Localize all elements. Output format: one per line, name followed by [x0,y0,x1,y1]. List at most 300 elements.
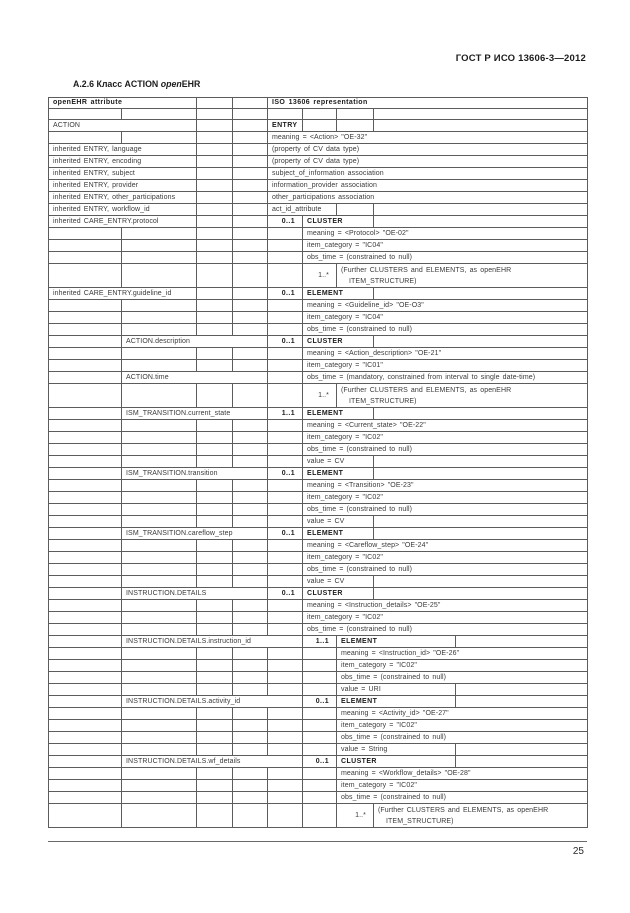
table-cell [268,540,303,552]
table-cell [49,792,122,804]
table-row [49,408,588,420]
table-cell [233,252,268,264]
table-cell [197,744,233,756]
section-title-italic: open [160,79,182,89]
table-cell [456,756,588,768]
table-cell [197,804,233,828]
table-cell [122,600,197,612]
table-cell [268,456,303,468]
table-cell [374,109,588,120]
table-cell: 0..1 [303,756,337,768]
table-row [49,300,588,312]
table-cell [122,660,197,672]
table-cell [197,216,233,228]
table-cell [374,204,588,216]
table-cell [268,300,303,312]
table-cell: obs_time = (constrained to null) [303,444,588,456]
table-cell [268,720,303,732]
table-cell: subject_of_information association [268,168,588,180]
table-cell [268,492,303,504]
table-cell [303,648,337,660]
table-cell [456,684,588,696]
table-row [49,360,588,372]
table-cell: ELEMENT [303,528,374,540]
table-cell: inherited ENTRY, other_participations [49,192,197,204]
table-cell [268,109,303,120]
table-cell [268,792,303,804]
table-cell [268,240,303,252]
table-cell [268,372,303,384]
table-row [49,336,588,348]
table-row [49,324,588,336]
table-cell: meaning = <Careflow_step> "OE-24" [303,540,588,552]
table-cell: (Further CLUSTERS and ELEMENTS, as openEHR ITEM_STRUCTURE) [337,384,588,408]
table-cell [197,672,233,684]
table-cell [197,109,233,120]
table-row [49,468,588,480]
table-cell [122,132,197,144]
table-cell [197,564,233,576]
table-cell [122,804,197,828]
table-cell [337,120,374,132]
table-row [49,564,588,576]
table-cell [233,109,268,120]
table-cell [122,720,197,732]
table-cell [197,180,233,192]
table-cell [233,444,268,456]
table-cell [122,420,197,432]
table-row [49,588,588,600]
table-row [49,792,588,804]
table-cell [49,432,122,444]
table-cell [303,780,337,792]
table-cell [122,360,197,372]
table-cell: ISM_TRANSITION.transition [122,468,268,480]
table-cell: 0..1 [268,468,303,480]
table-cell [374,576,588,588]
table-cell [233,516,268,528]
table-cell [49,384,122,408]
table-row [49,288,588,300]
section-title-suffix: EHR [181,79,201,89]
table-cell [233,348,268,360]
table-cell: (property of CV data type) [268,144,588,156]
table-cell [233,456,268,468]
table-cell [197,300,233,312]
table-cell [233,180,268,192]
mapping-table [48,97,588,828]
table-cell [49,372,122,384]
table-cell [49,756,122,768]
table-cell: obs_time = (constrained to null) [337,732,588,744]
table-cell [233,132,268,144]
table-cell [122,384,197,408]
table-cell: meaning = <Instruction_details> "OE-25" [303,600,588,612]
table-cell: openEHR attribute [49,98,197,109]
table-cell [268,264,303,288]
table-cell: ISM_TRANSITION.careflow_step [122,528,268,540]
table-cell: meaning = <Action_description> "OE-21" [303,348,588,360]
table-cell: item_category = "IC02" [337,660,588,672]
table-row [49,720,588,732]
table-cell [374,456,588,468]
table-cell [122,264,197,288]
table-row [49,624,588,636]
table-cell [49,780,122,792]
table-cell [197,708,233,720]
table-cell [197,516,233,528]
table-row [49,768,588,780]
table-row [49,432,588,444]
table-cell [197,168,233,180]
table-cell [303,732,337,744]
table-cell: ISM_TRANSITION.current_state [122,408,268,420]
table-cell: act_id_attribute [268,204,337,216]
table-cell: meaning = <Protocol> "OE-02" [303,228,588,240]
table-cell [303,708,337,720]
table-cell [197,420,233,432]
table-cell [49,348,122,360]
table-cell [303,672,337,684]
table-cell: inherited ENTRY, subject [49,168,197,180]
table-cell [233,324,268,336]
table-cell [268,420,303,432]
table-cell [456,636,588,648]
table-cell [197,192,233,204]
table-cell [268,732,303,744]
table-cell [456,744,588,756]
table-cell: meaning = <Instruction_id> "OE-26" [337,648,588,660]
table-cell: CLUSTER [303,216,374,228]
table-row [49,552,588,564]
table-cell: meaning = <Transition> "OE-23" [303,480,588,492]
table-row [49,648,588,660]
table-cell [49,408,122,420]
table-row [49,732,588,744]
table-cell [49,228,122,240]
table-cell [49,720,122,732]
table-cell: INSTRUCTION.DETAILS.instruction_id [122,636,303,648]
table-cell [197,660,233,672]
table-cell [233,672,268,684]
table-cell: ACTION [49,120,197,132]
table-cell: 1..1 [303,636,337,648]
table-cell: ELEMENT [303,288,374,300]
table-cell [122,324,197,336]
table-cell [49,252,122,264]
table-cell [49,600,122,612]
table-cell [197,204,233,216]
table-row [49,132,588,144]
table-cell [268,324,303,336]
table-cell: inherited ENTRY, provider [49,180,197,192]
table-cell: inherited CARE_ENTRY.guideline_id [49,288,197,300]
table-row [49,780,588,792]
table-cell [233,216,268,228]
table-cell: obs_time = (constrained to null) [337,792,588,804]
table-cell [122,744,197,756]
table-cell [49,132,122,144]
table-cell [49,552,122,564]
table-cell [49,624,122,636]
table-cell [303,792,337,804]
table-cell [49,444,122,456]
table-cell [268,804,303,828]
table-cell [268,516,303,528]
table-cell [49,564,122,576]
table-cell [49,612,122,624]
table-row [49,384,588,408]
table-cell [268,252,303,264]
table-row [49,600,588,612]
table-row [49,204,588,216]
table-cell [303,804,337,828]
table-cell [233,684,268,696]
table-cell [233,204,268,216]
table-row [49,744,588,756]
table-cell: 1..* [303,264,337,288]
table-cell [197,480,233,492]
table-cell [49,660,122,672]
table-cell [122,456,197,468]
table-row [49,672,588,684]
table-cell: obs_time = (constrained to null) [303,564,588,576]
table-cell [49,300,122,312]
table-cell: ELEMENT [337,696,456,708]
table-cell [122,540,197,552]
table-cell [233,288,268,300]
table-row [49,444,588,456]
table-cell [233,660,268,672]
table-cell [268,444,303,456]
table-cell: 1..* [303,384,337,408]
table-cell [374,408,588,420]
table-cell [49,696,122,708]
table-row [49,216,588,228]
table-cell [122,780,197,792]
table-cell [122,684,197,696]
table-cell [233,300,268,312]
table-cell [233,600,268,612]
table-row [49,804,588,828]
table-cell [122,552,197,564]
table-cell: (Further CLUSTERS and ELEMENTS, as openEHR ITEM_STRUCTURE) [374,804,588,828]
table-cell: INSTRUCTION.DETAILS.wf_details [122,756,303,768]
table-cell [233,576,268,588]
table-cell [233,98,268,109]
section-title [73,79,200,89]
table-cell: item_category = "IC01" [303,360,588,372]
table-row [49,684,588,696]
table-cell [197,768,233,780]
table-cell: value = CV [303,576,374,588]
table-row [49,264,588,288]
table-cell [197,456,233,468]
table-cell [122,480,197,492]
table-cell [197,444,233,456]
table-cell: 0..1 [268,336,303,348]
table-cell: inherited CARE_ENTRY.protocol [49,216,197,228]
table-row [49,109,588,120]
table-cell: value = String [337,744,456,756]
table-cell: CLUSTER [337,756,456,768]
table-cell [49,468,122,480]
table-cell [233,612,268,624]
table-cell: 0..1 [268,528,303,540]
table-cell: value = CV [303,456,374,468]
table-cell [268,504,303,516]
table-cell [268,228,303,240]
table-cell [49,540,122,552]
table-cell: 0..1 [268,216,303,228]
table-cell [268,624,303,636]
table-cell: ELEMENT [303,408,374,420]
table-cell [49,516,122,528]
table-cell [49,456,122,468]
table-cell [268,552,303,564]
table-cell [233,648,268,660]
table-cell [303,768,337,780]
table-cell: obs_time = (constrained to null) [303,624,588,636]
table-cell [374,516,588,528]
table-cell [197,600,233,612]
table-cell [197,156,233,168]
table-cell [49,240,122,252]
table-cell [233,264,268,288]
table-cell [122,109,197,120]
table-cell [49,480,122,492]
table-cell: ACTION.description [122,336,268,348]
table-row [49,540,588,552]
table-cell: meaning = <Action> "OE-32" [268,132,588,144]
table-row [49,708,588,720]
table-row [49,480,588,492]
table-cell [49,324,122,336]
table-cell [197,348,233,360]
document-number: ГОСТ Р ИСО 13606-3—2012 [455,53,586,64]
table-cell [268,708,303,720]
table-cell [197,552,233,564]
table-cell [303,120,337,132]
table-cell [337,109,374,120]
table-row [49,120,588,132]
table-cell [197,432,233,444]
table-cell [49,264,122,288]
table-row [49,348,588,360]
table-cell [49,648,122,660]
page-number: 25 [572,846,584,857]
table-cell: inherited ENTRY, language [49,144,197,156]
table-cell [268,480,303,492]
table-cell [456,696,588,708]
table-cell [233,720,268,732]
table-cell: INSTRUCTION.DETAILS.activity_id [122,696,303,708]
table-row [49,420,588,432]
table-row [49,636,588,648]
table-row [49,756,588,768]
table-cell: 1..1 [268,408,303,420]
table-cell [122,792,197,804]
table-cell: value = CV [303,516,374,528]
table-cell [49,312,122,324]
table-cell: item_category = "IC04" [303,240,588,252]
table-cell [49,684,122,696]
table-cell [233,420,268,432]
table-cell [49,732,122,744]
table-cell [233,228,268,240]
table-cell [122,612,197,624]
table-cell [197,780,233,792]
table-row [49,156,588,168]
table-cell [268,600,303,612]
table-row [49,98,588,109]
table-cell [197,576,233,588]
table-cell [49,504,122,516]
table-cell: CLUSTER [303,336,374,348]
table-cell [122,492,197,504]
table-row [49,516,588,528]
table-row [49,528,588,540]
table-cell: obs_time = (constrained to null) [337,672,588,684]
table-cell [268,432,303,444]
table-cell [268,348,303,360]
table-cell [233,120,268,132]
table-cell [233,804,268,828]
table-cell [268,768,303,780]
table-row [49,240,588,252]
table-cell [197,648,233,660]
table-row [49,660,588,672]
table-cell [197,288,233,300]
table-cell [374,288,588,300]
table-cell: item_category = "IC02" [337,780,588,792]
table-cell: ACTION.time [122,372,268,384]
table-row [49,576,588,588]
table-row [49,168,588,180]
table-cell [49,708,122,720]
table-row [49,696,588,708]
table-cell [122,516,197,528]
table-cell [122,576,197,588]
table-cell [268,312,303,324]
table-row [49,612,588,624]
table-cell [268,648,303,660]
table-cell [233,240,268,252]
table-cell [197,252,233,264]
table-cell: (property of CV data type) [268,156,588,168]
table-cell [197,360,233,372]
table-cell [49,672,122,684]
table-cell [122,228,197,240]
table-cell [49,588,122,600]
table-cell [122,624,197,636]
table-cell [197,264,233,288]
table-cell [197,612,233,624]
table-cell: meaning = <Current_state> "OE-22" [303,420,588,432]
table-cell [122,312,197,324]
table-cell: obs_time = (constrained to null) [303,324,588,336]
table-cell [49,744,122,756]
table-cell [197,720,233,732]
table-cell [122,672,197,684]
table-cell [197,240,233,252]
table-cell [197,684,233,696]
table-cell: ELEMENT [303,468,374,480]
table-cell: CLUSTER [303,588,374,600]
footer-rule [48,841,587,842]
table-cell [268,744,303,756]
table-row [49,144,588,156]
